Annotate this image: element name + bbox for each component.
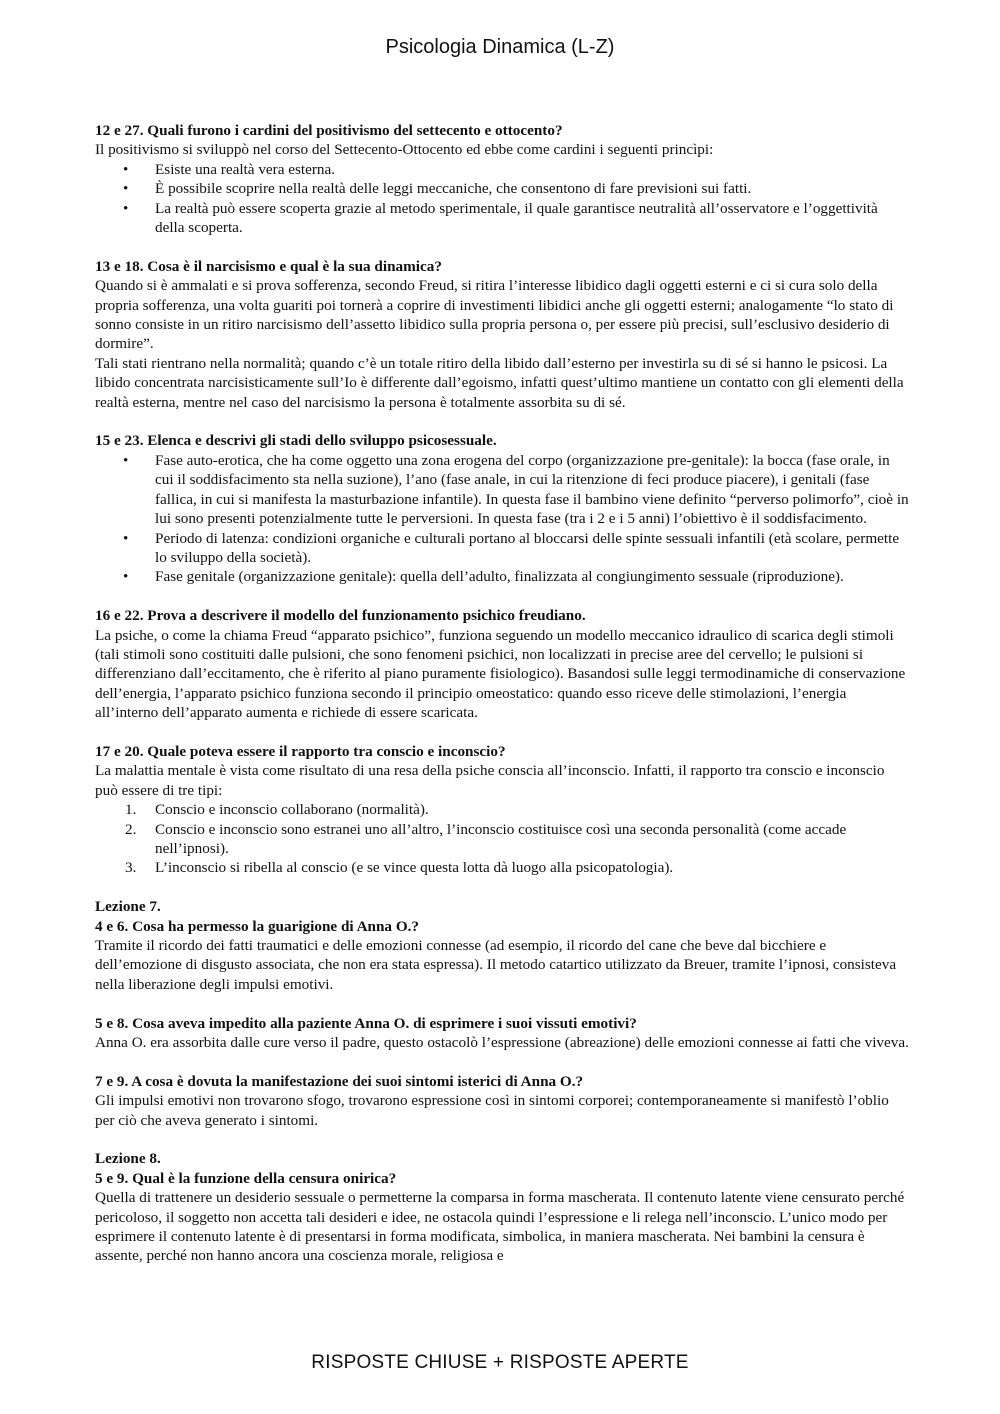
question-heading: 5 e 8. Cosa aveva impedito alla paziente Anna O. di esprimere i suoi vissuti emotivi? [95,1014,637,1032]
bullet-icon: • [123,568,129,586]
answer-paragraph: Tali stati rientrano nella normalità; quando c’è un totale ritiro della libido dall’esterno per investirla su di sé si hanno le psicosi. La libido concentrata narcisisticamente sull’Io è differente dall’egoismo, infatti quest’ultimo mantiene un contatto con gli elementi della realtà esterna, mentre nel caso del narcisismo la persona è totalmente assorbita su di sé. [95,354,904,411]
section-guarigione-anna-o [95,897,910,994]
bullet-icon: • [123,199,129,217]
question-heading: 12 e 27. Quali furono i cardini del positivismo del settecento e ottocento? [95,122,563,139]
section-narcisismo [95,257,910,412]
list-item: • Periodo di latenza: condizioni organiche e culturali portano al bloccarsi delle spinte sessuali infantili (età scolare, permette lo sviluppo della società). [123,529,900,566]
bullet-list [95,160,910,238]
page-header: Psicologia Dinamica (L-Z) [385,36,615,58]
list-item: 1. Conscio e inconscio collaborano (normalità). [125,801,429,819]
question-heading: 5 e 9. Qual è la funzione della censura onirica? [95,1169,397,1187]
list-item: • Fase auto-erotica, che ha come oggetto una zona erogena del corpo (organizzazione pre-genitale): la bocca (fase orale, in cui il soddisfacimento sta nella suzione), l’ano (fase anale, in cui la ritenzione di feci produce piacere), i genitali (fase fallica, in cui si manifesta la masturbazione infantile). In questa fase il bambino viene definito “perverso polimorfo”, cioè in lui sono presenti potenzialmente tutte le perversioni. In questa fase (tra i 2 e i 5 anni) l’obiettivo è il soddisfacimento. [123,451,909,528]
answer-paragraph: La psiche, o come la chiama Freud “apparato psichico”, funziona seguendo un modello meccanico idraulico di scarica degli stimoli (tali stimoli sono costituiti dalle pulsioni, che sono fenomeni psichici, non localizzati in precise aree del cervello; le pulsioni si differenziano dall’eccitamento, che è riferito al piano puramente fisiologico). Basandosi sulle leggi termodinamiche di conservazione dell’energia, l’apparato psichico funziona secondo il principio omeostatico: quando esso riceve delle stimolazioni, l’energia all’interno dell’apparato aumenta e richiede di essere scaricata. [95,626,906,722]
list-item: 2. Conscio e inconscio sono estranei uno all’altro, l’inconscio costituisce così una seconda personalità (come accade nell’ipnosi). [125,820,847,857]
list-item: • È possibile scoprire nella realtà delle leggi meccaniche, che consentono di fare previsioni sui fatti. [123,180,752,198]
bullet-icon: • [123,160,129,178]
page-footer: RISPOSTE CHIUSE + RISPOSTE APERTE [311,1352,689,1373]
question-heading: 13 e 18. Cosa è il narcisismo e qual è la sua dinamica? [95,257,442,275]
bullet-icon: • [123,529,129,547]
lesson-heading: Lezione 7. [95,898,161,916]
answer-paragraph: Quando si è ammalati e si prova sofferenza, secondo Freud, si ritira l’interesse libidico dagli oggetti esterni e ci si cura solo della propria sofferenza, una volta guariti poi tornerà a coprire di investimenti libidici anche gli oggetti esterni; analogamente “lo stato di sonno consiste in un ritiro narcisismo dell’assetto libidico sulla propria persona o, per essere più precisi, sull’esclusivo desiderio di dormire”. [95,277,894,353]
list-item: • La realtà può essere scoperta grazie al metodo sperimentale, il quale garantisce neutralità all’osservatore e l’oggettività della scoperta. [123,199,878,237]
question-heading: 7 e 9. A cosa è dovuta la manifestazione dei suoi sintomi isterici di Anna O.? [95,1072,584,1090]
answer-paragraph: Anna O. era assorbita dalle cure verso il padre, questo ostacolò l’espressione (abreazione) delle emozioni connesse ai fatti che viveva. [95,1034,909,1051]
document-body [95,121,910,1285]
answer-paragraph: Il positivismo si sviluppò nel corso del Settecento-Ottocento ed ebbe come cardini i seguenti princìpi: [95,141,714,159]
section-sviluppo-psicosessuale [95,431,910,586]
numbered-list [95,800,910,878]
bullet-icon: • [123,451,129,469]
question-heading: 16 e 22. Prova a descrivere il modello del funzionamento psichico freudiano. [95,607,586,625]
answer-paragraph: Tramite il ricordo dei fatti traumatici e delle emozioni connesse (ad esempio, il ricordo del cane che beve dal bicchiere e dell’emozione di disgusto associata, che non era stata espressa). Il metodo catartico utilizzato da Breuer, tramite l’ipnosi, consisteva nella liberazione degli impulsi emotivi. [95,936,897,993]
lesson-heading: Lezione 8. [95,1150,161,1168]
question-heading: 15 e 23. Elenca e descrivi gli stadi dello sviluppo psicosessuale. [95,432,497,450]
list-item: • Esiste una realtà vera esterna. [123,160,336,178]
section-sintomi-isterici [95,1072,910,1130]
answer-paragraph: La malattia mentale è vista come risultato di una resa della psiche conscia all’inconscio. Infatti, il rapporto tra conscio e inconscio può essere di tre tipi: [95,762,885,799]
question-heading: 17 e 20. Quale poteva essere il rapporto tra conscio e inconscio? [95,742,506,760]
list-item: 3. L’inconscio si ribella al conscio (e se vince questa lotta dà luogo alla psicopatologia). [125,859,674,877]
answer-paragraph: Gli impulsi emotivi non trovarono sfogo, trovarono espressione così in sintomi corporei; contemporaneamente si manifestò l’oblio per ciò che aveva generato i sintomi. [95,1092,889,1129]
section-conscio-inconscio [95,742,910,878]
list-item: • Fase genitale (organizzazione genitale): quella dell’adulto, finalizzata al congiungimento sessuale (riproduzione). [123,568,844,586]
question-heading: 4 e 6. Cosa ha permesso la guarigione di Anna O.? [95,917,420,935]
bullet-list [95,451,910,587]
section-vissuti-emotivi [95,1014,910,1053]
section-positivismo [95,121,910,237]
section-modello-psichico [95,606,910,722]
section-censura-onirica [95,1149,910,1265]
answer-paragraph: Quella di trattenere un desiderio sessuale o permetterne la comparsa in forma mascherata. Il contenuto latente viene censurato perché pericoloso, il soggetto non accetta tali desideri e idee, ne ostacola quindi l’espressione e li relega nell’inconscio. L’unico modo per esprimere il contenuto latente è di presentarsi in forma modificata, simbolica, in maniera mascherata. Nei bambini la censura è assente, perché non hanno ancora una coscienza morale, religiosa e [95,1189,905,1265]
bullet-icon: • [123,180,129,198]
